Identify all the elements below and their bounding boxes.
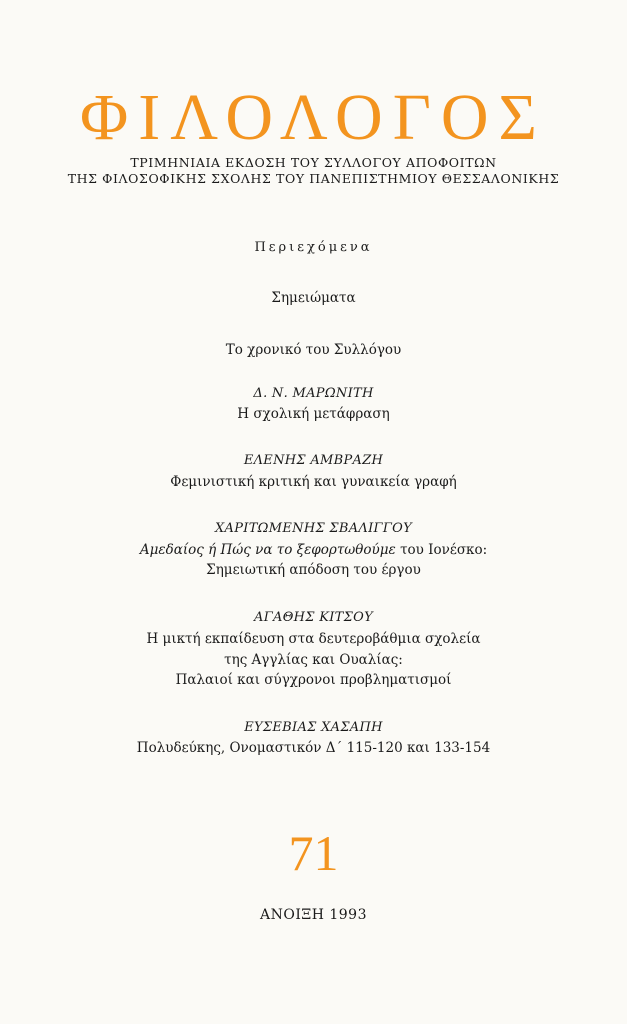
- article-title-rest: του Ιονέσκο:: [395, 542, 488, 558]
- issue-season: ΑΝΟΙΞΗ 1993: [259, 907, 367, 923]
- article-title-italic: Αμεδαίος ή Πώς να το ξεφορτωθούμε: [139, 542, 396, 558]
- article-title-line2: Σημειωτική απόδοση του έργου: [206, 562, 421, 578]
- article-title: Φεμινιστική κριτική και γυναικεία γραφή: [170, 474, 457, 490]
- article-title-line1: [0, 540, 627, 560]
- article-title-line3: Παλαιοί και σύγχρονοι προβληματισμοί: [175, 672, 452, 688]
- contents-item-chroniko: Το χρονικό του Συλλόγου: [225, 342, 402, 358]
- article-title-line2: της Αγγλίας και Ουαλίας:: [224, 652, 403, 668]
- article-author: ΕΥΣΕΒΙΑΣ ΧΑΣΑΠΗ: [244, 720, 383, 735]
- issue-number: 71: [288, 825, 339, 881]
- journal-title: ΦΙΛΟΛΟΓΟΣ: [80, 81, 547, 154]
- article-author: ΑΓΑΘΗΣ ΚΙΤΣΟΥ: [254, 610, 373, 625]
- journal-subtitle-line1: ΤΡΙΜΗΝΙΑΙΑ ΕΚΔΟΣΗ ΤΟΥ ΣΥΛΛΟΓΟΥ ΑΠΟΦΟΙΤΩΝ: [130, 155, 497, 170]
- article-author: ΕΛΕΝΗΣ ΑΜΒΡΑΖΗ: [243, 453, 384, 468]
- article-author: ΧΑΡΙΤΩΜΕΝΗΣ ΣΒΑΛΙΓΓΟΥ: [214, 521, 413, 536]
- article-author: Δ. Ν. ΜΑΡΩΝΙΤΗ: [253, 386, 374, 401]
- journal-subtitle-line2: ΤΗΣ ΦΙΛΟΣΟΦΙΚΗΣ ΣΧΟΛΗΣ ΤΟΥ ΠΑΝΕΠΙΣΤΗΜΙΟΥ ΘΕΣΣΑΛΟΝΙΚΗΣ: [67, 171, 560, 186]
- contents-heading: Περιεχόμενα: [254, 240, 373, 255]
- article-title-line1: Η μικτή εκπαίδευση στα δευτεροβάθμια σχολεία: [146, 631, 481, 647]
- contents-item-simeiomata: Σημειώματα: [271, 290, 356, 306]
- article-title: Η σχολική μετάφραση: [237, 406, 390, 422]
- article-title: Πολυδεύκης, Ονομαστικόν Δ΄ 115-120 και 133-154: [136, 740, 491, 756]
